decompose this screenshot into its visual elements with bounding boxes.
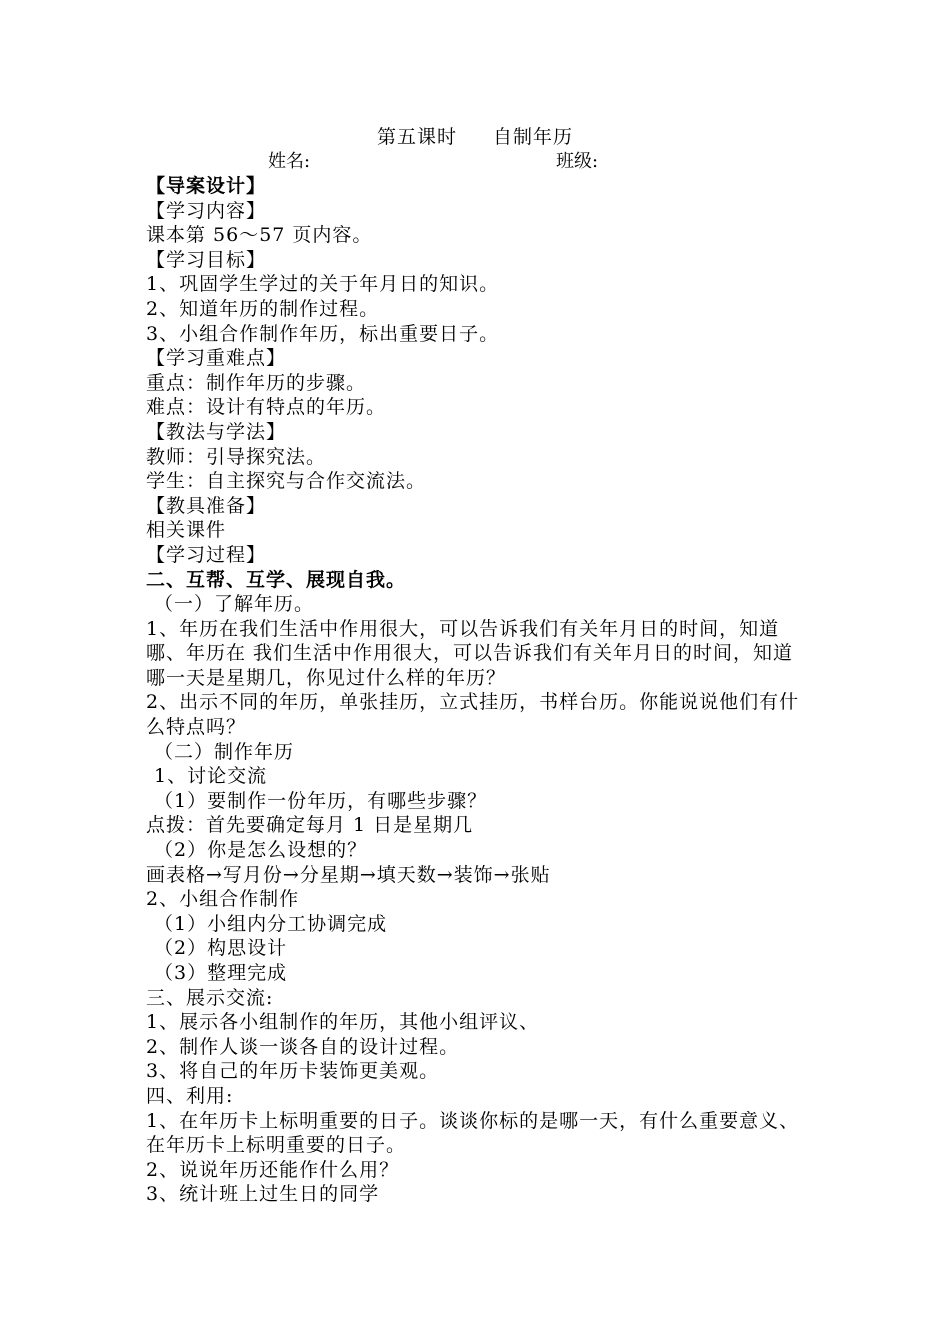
- document-body: [146, 174, 812, 1207]
- objective-item: 1、巩固学生学过的关于年月日的知识。: [146, 273, 500, 296]
- hint-text: 点拨：首先要确定每月 1 日是星期几: [146, 814, 474, 837]
- key-point-text: 重点：制作年历的步骤。: [146, 371, 367, 394]
- process-subheading: （二）制作年历: [154, 740, 295, 763]
- list-item: 2、制作人谈一谈各自的设计过程。: [146, 1035, 460, 1058]
- section-heading-objectives: 【学习目标】: [146, 248, 267, 271]
- list-item: 3、统计班上过生日的同学: [146, 1183, 380, 1206]
- student-method-text: 学生：自主探究与合作交流法。: [146, 470, 427, 493]
- difficulty-text: 难点：设计有特点的年历。: [146, 396, 387, 419]
- lesson-title: 自制年历: [493, 126, 574, 148]
- objective-item: 2、知道年历的制作过程。: [146, 297, 380, 320]
- section-heading-design: 【导案设计】: [146, 175, 267, 197]
- process-subheading: （一）了解年历。: [154, 593, 315, 616]
- section-heading-methods: 【教法与学法】: [146, 420, 287, 443]
- process-step-heading: 四、利用:: [146, 1084, 234, 1107]
- list-item: 3、将自己的年历卡装饰更美观。: [146, 1060, 440, 1083]
- list-item: 1、讨论交流: [154, 765, 268, 788]
- name-label: 姓名:: [268, 151, 311, 172]
- materials-text: 相关课件: [146, 519, 227, 542]
- paragraph-text: 2、出示不同的年历，单张挂历，立式挂历，书样台历。你能说说他们有什么特点吗？: [146, 691, 800, 739]
- class-label: 班级:: [556, 151, 599, 172]
- page-title: [0, 124, 950, 150]
- list-item: 2、小组合作制作: [146, 888, 300, 911]
- list-item: 1、展示各小组制作的年历，其他小组评议、: [146, 1011, 540, 1034]
- paragraph-text: 1、年历在我们生活中作用很大，可以告诉我们有关年月日的时间，知道哪、年历在 我们生活中作用很大，可以告诉我们有关年月日的时间，知道哪一天是星期几，你见过什么样的年历？: [146, 617, 794, 689]
- section-heading-key-points: 【学习重难点】: [146, 347, 287, 370]
- teacher-method-text: 教师：引导探究法。: [146, 445, 327, 468]
- paragraph-text: 1、在年历卡上标明重要的日子。谈谈你标的是哪一天，有什么重要意义、在年历卡上标明重要的日子。: [146, 1109, 800, 1157]
- process-step-heading: 二、互帮、互学、展现自我。: [146, 568, 407, 591]
- section-heading-content: 【学习内容】: [146, 199, 267, 222]
- list-item: （2）构思设计: [154, 937, 288, 960]
- list-item: 2、说说年历还能作什么用？: [146, 1158, 400, 1181]
- section-heading-process: 【学习过程】: [146, 543, 267, 566]
- section-heading-materials: 【教具准备】: [146, 494, 267, 517]
- list-item: （2）你是怎么设想的？: [154, 839, 368, 862]
- list-item: （1）小组内分工协调完成: [154, 912, 388, 935]
- content-text: 课本第 56～57 页内容。: [146, 224, 373, 247]
- list-item: （3）整理完成: [154, 962, 288, 984]
- objective-item: 3、小组合作制作年历，标出重要日子。: [146, 322, 500, 345]
- process-step-heading: 三、展示交流:: [146, 986, 274, 1009]
- lesson-number: 第五课时: [376, 126, 457, 148]
- steps-flow-text: 画表格→写月份→分星期→填天数→装饰→张贴: [146, 863, 551, 886]
- list-item: （1）要制作一份年历，有哪些步骤？: [154, 789, 488, 812]
